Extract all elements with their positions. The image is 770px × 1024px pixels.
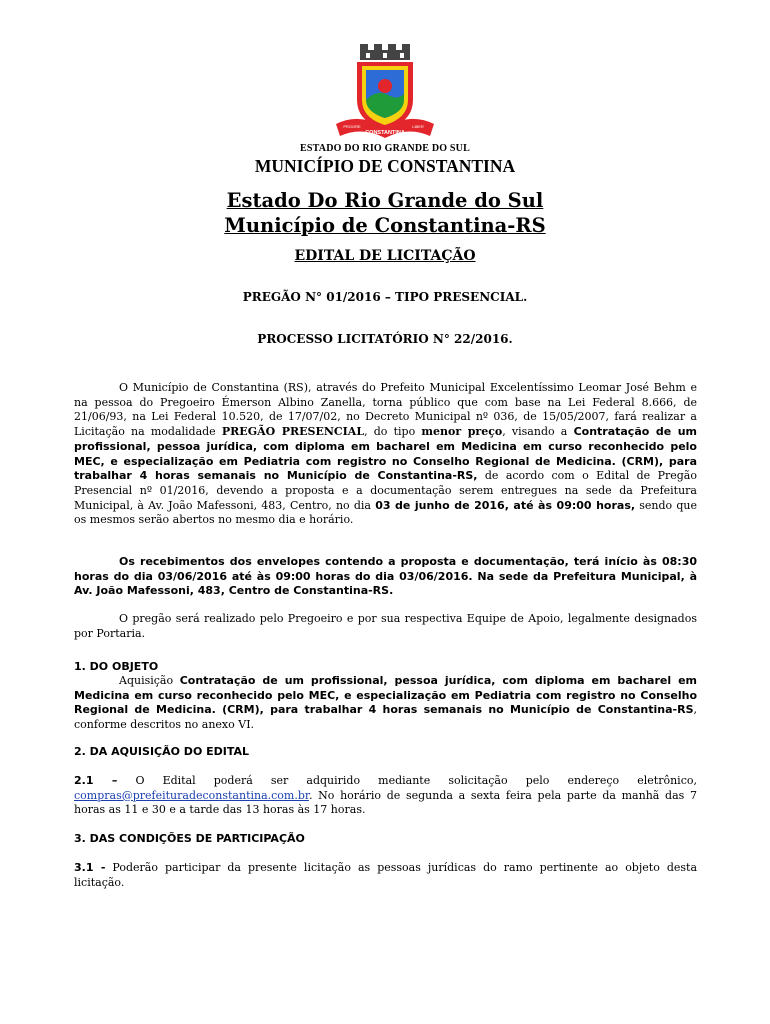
email-link[interactable]: compras@prefeituradeconstantina.com.br [74,788,309,802]
section-3-text: 3.1 - Poderão participar da presente licitação as pessoas jurídicas do ramo pertinente ao objeto desta licitação. [74,861,698,889]
crest-ribbon-left: PROGRE [343,124,361,129]
state-line: ESTADO DO RIO GRANDE DO SUL [300,143,470,154]
section-1-heading: 1. DO OBJETO [74,660,159,673]
section-2-heading: 2. DA AQUISIÇÃO DO EDITAL [74,745,250,758]
crest-ribbon-right: LIBER [412,124,424,129]
section-2-text: 2.1 – O Edital poderá ser adquirido mediante solicitação pelo endereço eletrônico, compras@prefeituradeconstantina.com.br. No horário de segunda a sexta feira pela parte da manhã das 7 horas as 11 e 30 e a tarde das 13 horas às 17 horas. [74,774,697,817]
processo-line: PROCESSO LICITATÓRIO N° 22/2016. [257,332,513,346]
pregao-line: PREGÃO N° 01/2016 – TIPO PRESENCIAL. [242,290,528,304]
intro-paragraph: O Município de Constantina (RS), através do Prefeito Municipal Excelentíssimo Leomar José Behm e na pessoa do Pregoeiro Émerson Albino Zanella, torna público que com base na Lei Federal 8.666, de 21/06/93, na Lei Federal 10.520, de 17/07/02, no Decreto Municipal nº 036, de 15/05/2007, fará realizar a Licitação na modalidade PREGÃO PRESENCIAL, do tipo menor preço, visando a Contratação de um profissional, pessoa jurídica, com diploma em bacharel em Medicina em curso reconhecido pelo MEC, e especialização em Pediatria com registro no Conselho Regional de Medicina. (CRM), para trabalhar 4 horas semanais no Município de Constantina-RS, de acordo com o Edital de Pregão Presencial nº 01/2016, devendo a proposta e a documentação serem entregues na sede da Prefeitura Municipal, à Av. João Mafessoni, 483, Centro, no dia 03 de junho de 2016, até às 09:00 horas, sendo que os mesmos serão abertos no mesmo dia e horário. [74,381,697,527]
edital-heading: EDITAL DE LICITAÇÃO [294,248,476,264]
section-3-heading: 3. DAS CONDIÇÕES DE PARTICIPAÇÃO [74,832,305,845]
coat-of-arms-icon [330,42,440,142]
section-1-text: Aquisição Contratação de um profissional, pessoa jurídica, com diploma em bacharel em Medicina em curso reconhecido pelo MEC, e especialização em Pediatria com registro no Conselho Regional de Medicina. (CRM), para trabalhar 4 horas semanais no Município de Constantina-RS, conforme descritos no anexo VI. [74,674,698,732]
pregao-team-paragraph: O pregão será realizado pelo Pregoeiro e por sua respectiva Equipe de Apoio, legalmente designados por Portaria. [74,612,697,640]
document-title-line1: Estado Do Rio Grande do Sul [226,189,544,212]
document-title-line2: Município de Constantina-RS [224,214,546,237]
envelope-paragraph: Os recebimentos dos envelopes contendo a proposta e documentação, terá início às 08:30 horas do dia 03/06/2016 até às 09:00 horas do dia 03/06/2016. Na sede da Prefeitura Municipal, à Av. João Mafessoni, 483, Centro de Constantina-RS. [74,555,697,598]
crest-ribbon-text: CONSTANTINA [365,130,405,136]
municipality-line: MUNICÍPIO DE CONSTANTINA [254,156,516,176]
